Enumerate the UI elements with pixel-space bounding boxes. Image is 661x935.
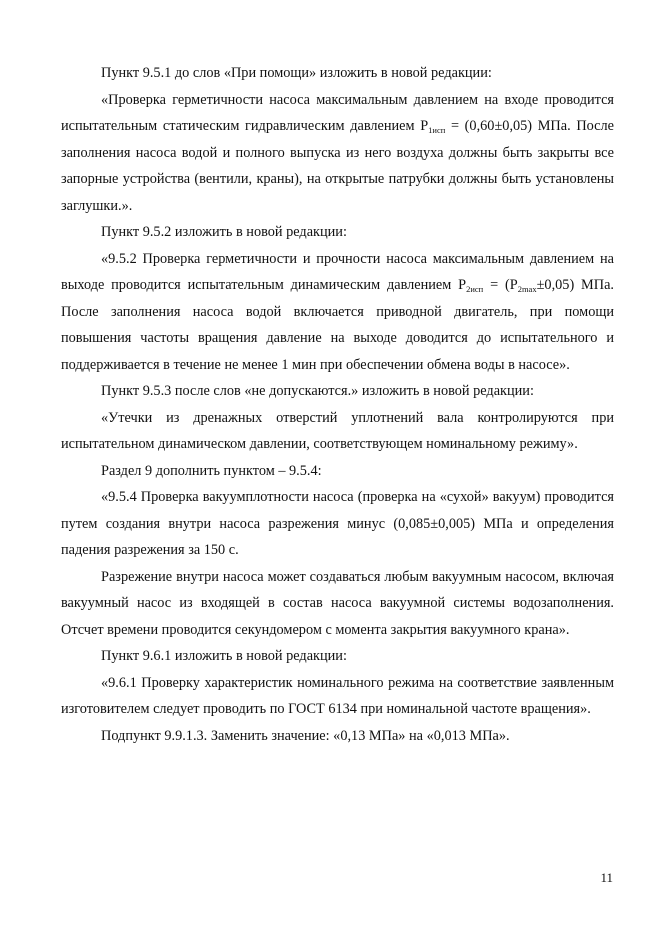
- pressure-subscript: 1исп: [428, 125, 446, 135]
- page-number: 11: [600, 870, 613, 885]
- paragraph-vacuum-note: Разрежение внутри насоса может создаваться любым вакуумным насосом, включая вакуумный насос из входящей в состав насоса вакуумной системы водозаполнения. Отсчет времени проводится секундомером с момента закрытия вакуумного крана».: [61, 568, 614, 638]
- paragraph-clause-9-5-4-text: «9.5.4 Проверка вакуумплотности насоса (проверка на «сухой» вакуум) проводится путем создания внутри насоса разрежения минус (0,085±0,005) МПа и определения падения разрежения за 150 с.: [61, 489, 614, 558]
- document-body: [61, 60, 614, 749]
- paragraph-text-part: «9.5.2 Проверка герметичности и прочности насоса максимальным давлением на выходе проводится испытательным динамическим давлением Р: [61, 250, 614, 293]
- paragraph-clause-9-5-2-intro: Пункт 9.5.2 изложить в новой редакции:: [101, 224, 347, 240]
- paragraph-clause-9-6-1-intro: Пункт 9.6.1 изложить в новой редакции:: [101, 648, 347, 664]
- paragraph-clause-9-5-1-text: [61, 87, 614, 220]
- paragraph-text-part: «Проверка герметичности насоса максимальным давлением на входе проводится испытательным статическим гидравлическим давлением Р: [61, 91, 614, 134]
- paragraph-text-part: = (0,60±0,05) МПа. После заполнения насоса водой и полного выпуска из него воздуха должны быть закрыты все запорные устройства (вентили, краны), на открытые патрубки должны быть установлены заглушки.».: [61, 118, 614, 214]
- paragraph-section-9-addition: Раздел 9 дополнить пунктом – 9.5.4:: [101, 462, 322, 479]
- paragraph-text-part: = (Р: [483, 277, 518, 293]
- paragraph-clause-9-5-1-intro: Пункт 9.5.1 до слов «При помощи» изложить в новой редакции:: [101, 65, 492, 81]
- paragraph-subclause-9-9-1-3: Подпункт 9.9.1.3. Заменить значение: «0,13 МПа» на «0,013 МПа».: [101, 727, 510, 744]
- paragraph-clause-9-5-2-text: [61, 246, 614, 379]
- pressure-subscript: 2исп: [466, 284, 484, 294]
- paragraph-clause-9-5-3-text: «Утечки из дренажных отверстий уплотнений вала контролируются при испытательном динамическом давлении, соответствующем номинальному режиму».: [61, 409, 614, 452]
- pressure-subscript: 2max: [517, 284, 537, 294]
- paragraph-text-part: ±0,05) МПа. После заполнения насоса водой включается приводной двигатель, при помощи повышения частоты вращения давление на выходе доводится до испытательного и поддерживается в течение не менее 1 мин при обеспечении обмена воды в насосе».: [61, 277, 614, 373]
- paragraph-clause-9-5-3-intro: Пункт 9.5.3 после слов «не допускаются.» изложить в новой редакции:: [101, 383, 534, 399]
- paragraph-clause-9-6-1-text: «9.6.1 Проверку характеристик номинального режима на соответствие заявленным изготовителем следует проводить по ГОСТ 6134 при номинальной частоте вращения».: [61, 674, 614, 717]
